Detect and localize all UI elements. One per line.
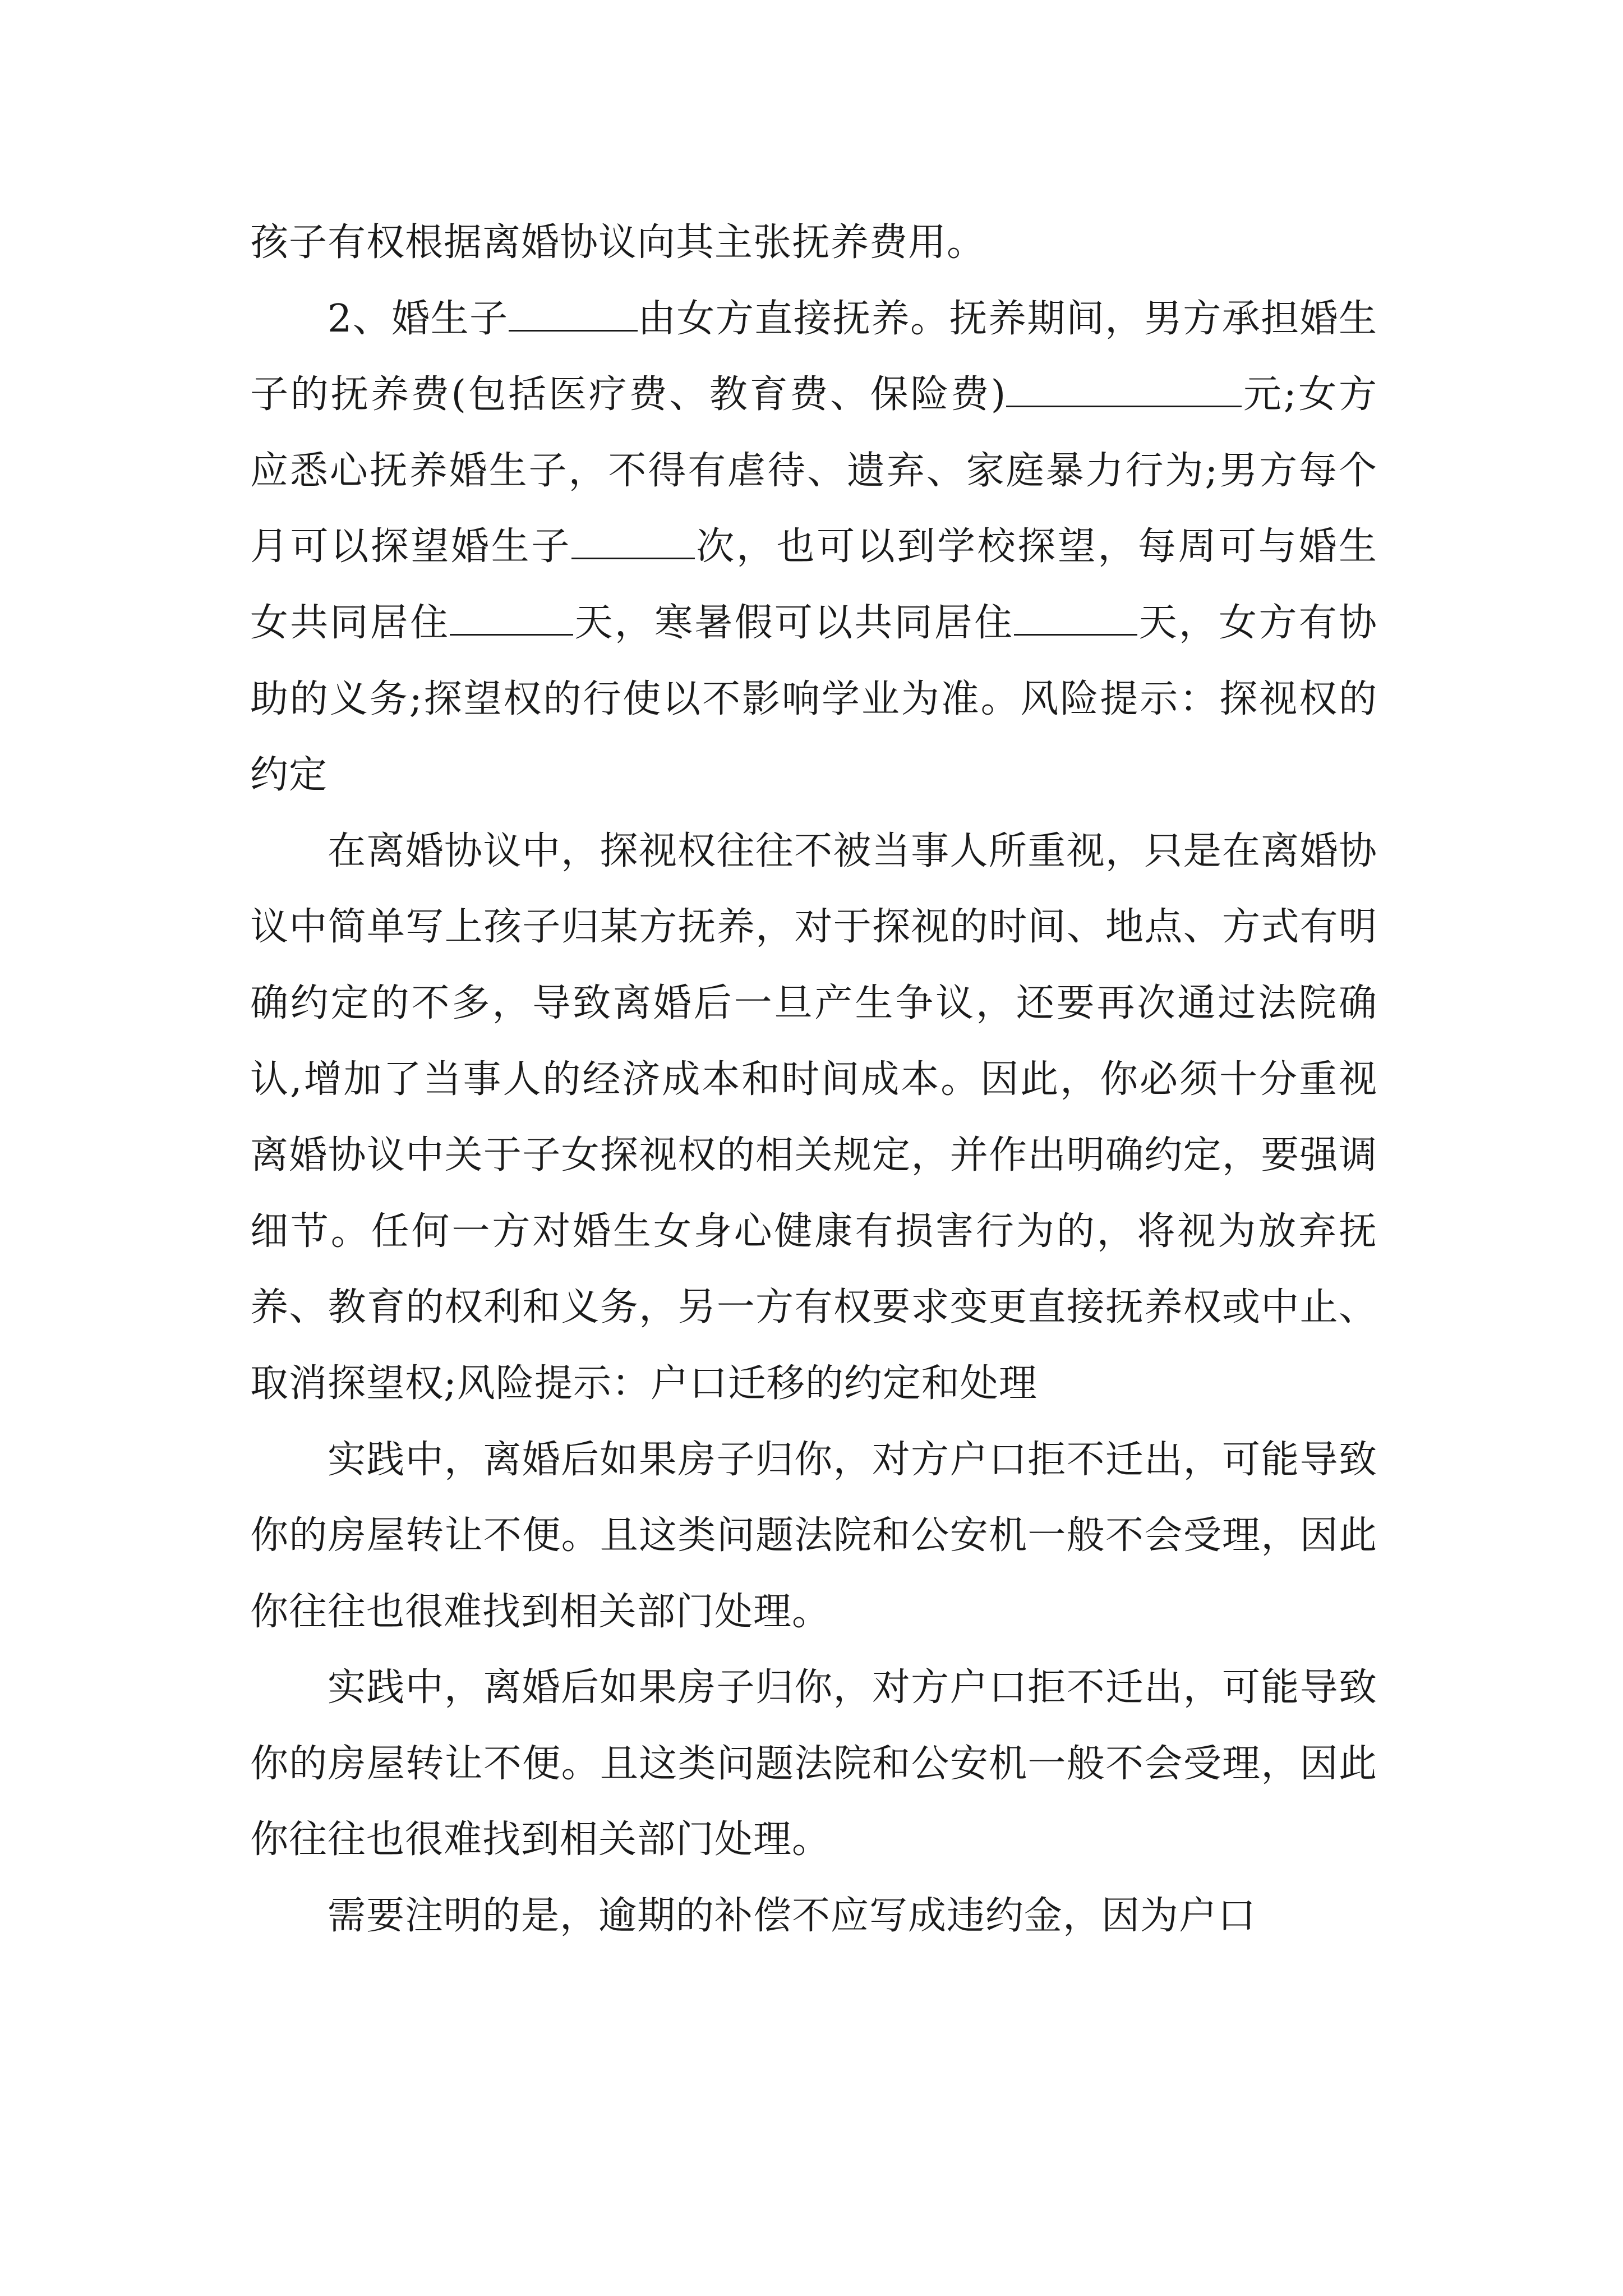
- fill-in-blank: [1006, 371, 1242, 407]
- paragraph-2-part-2: 由女方直接抚养。抚养期间，男方承担婚生子的抚养费(包括医疗费、教育费、保险费): [250, 296, 1377, 417]
- fill-in-blank: [571, 523, 695, 559]
- paragraph-2-part-5: 天，寒暑假可以共同居住: [573, 600, 1015, 645]
- paragraph-3: 在离婚协议中，探视权往往不被当事人所重视，只是在离婚协议中简单写上孩子归某方抚养，对于探视的时间、地点、方式有明确约定的不多，导致离婚后一旦产生争议，还要再次通过法院确认,增加了当事人的经济成本和时间成本。因此，你必须十分重视离婚协议中关于子女探视权的相关规定，并作出明确约定，要强调细节。任何一方对婚生女身心健康有损害行为的，将视为放弃抚养、教育的权利和义务，另一方有权要求变更直接抚养权或中止、取消探望权;风险提示：户口迁移的约定和处理: [250, 829, 1377, 1406]
- paragraph-1: 孩子有权根据离婚协议向其主张抚养费用。: [250, 220, 986, 265]
- paragraph-2-part-6: 天，女方有协助的义务;探望权的行使以不影响学业为准。风险提示：探视权的约定: [250, 600, 1377, 798]
- paragraph-2: [250, 281, 1377, 813]
- document-body: [250, 205, 1377, 1954]
- paragraph-5: 实践中，离婚后如果房子归你，对方户口拒不迁出，可能导致你的房屋转让不便。且这类问题法院和公安机一般不会受理，因此你往往也很难找到相关部门处理。: [250, 1665, 1377, 1862]
- paragraph-2-part-1: 2、婚生子: [328, 296, 509, 341]
- paragraph-2-part-4: 次，也可以到学校探望，每周可与婚生女共同居住: [250, 524, 1377, 645]
- fill-in-blank: [509, 295, 638, 332]
- paragraph-4: 实践中，离婚后如果房子归你，对方户口拒不迁出，可能导致你的房屋转让不便。且这类问题法院和公安机一般不会受理，因此你往往也很难找到相关部门处理。: [250, 1437, 1377, 1634]
- paragraph-6: 需要注明的是，逾期的补偿不应写成违约金，因为户口: [328, 1894, 1257, 1939]
- fill-in-blank: [450, 599, 573, 636]
- paragraph-2-part-3: 元;女方应悉心抚养婚生子，不得有虐待、遗弃、家庭暴力行为;男方每个月可以探望婚生子: [250, 372, 1377, 569]
- fill-in-blank: [1014, 599, 1137, 636]
